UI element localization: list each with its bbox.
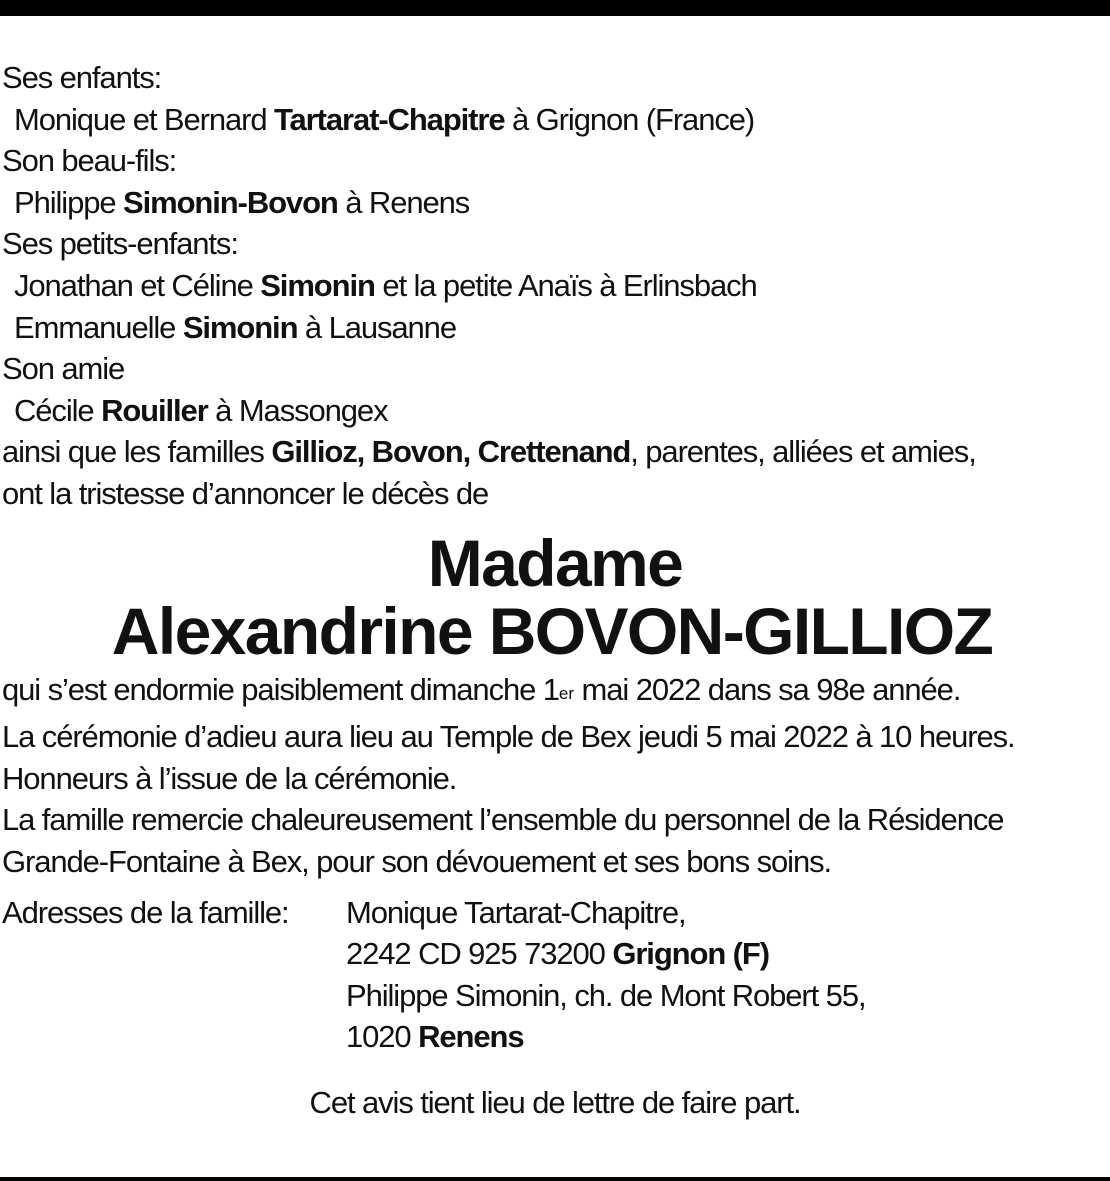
date-ordinal: er xyxy=(558,683,575,703)
grandchild-2-place: à Lausanne xyxy=(297,309,456,345)
announce-line: ont la tristesse d’annoncer le décès de xyxy=(2,475,489,511)
death-text: qui s’est endormie paisiblement dimanche 1 xyxy=(2,671,559,707)
children-heading: Ses enfants: xyxy=(2,60,162,95)
grandchild-line-1 xyxy=(2,265,1108,307)
children-given-names: Monique et Bernard xyxy=(14,101,274,137)
honours-line: Honneurs à l’issue de la cérémonie. xyxy=(2,760,457,796)
grandchild-1-given-names: Jonathan et Céline xyxy=(14,267,261,303)
soninlaw-given-name: Philippe xyxy=(14,184,124,220)
families-line xyxy=(2,431,1108,473)
top-rule xyxy=(0,0,1110,16)
grandchildren-heading: Ses petits-enfants: xyxy=(2,226,238,262)
children-place: à Grignon (France) xyxy=(504,101,755,137)
grandchild-1-surname: Simonin xyxy=(260,267,375,303)
families-intro: ainsi que les familles xyxy=(2,434,272,470)
address-line-2 xyxy=(346,933,865,975)
friend-surname: Rouiller xyxy=(101,392,208,428)
ceremony-line: La cérémonie d’adieu aura lieu au Temple de Bex jeudi 5 mai 2022 à 10 heures. xyxy=(2,719,1015,755)
soninlaw-surname: Simonin-Bovon xyxy=(123,184,338,220)
address-line-2-town: Grignon (F) xyxy=(612,936,769,972)
addresses-label: Adresses de la famille: xyxy=(2,894,289,930)
family-addresses xyxy=(2,892,1108,1058)
thanks-line-2: Grande-Fontaine à Bex, pour son dévouement et ses bons soins. xyxy=(2,843,831,879)
families-names: Gillioz, Bovon, Crettenand xyxy=(271,434,631,470)
grandchild-2-given-name: Emmanuelle xyxy=(14,309,183,345)
obituary-notice xyxy=(2,57,1108,1123)
address-line-4-postcode: 1020 xyxy=(346,1019,419,1055)
address-line-1: Monique Tartarat-Chapitre, xyxy=(346,894,686,930)
soninlaw-heading: Son beau-fils: xyxy=(2,143,177,179)
address-line-4-town: Renens xyxy=(418,1019,524,1055)
address-line-3: Philippe Simonin, ch. de Mont Robert 55, xyxy=(346,977,866,1013)
families-outro: , parentes, alliées et amies, xyxy=(630,434,976,470)
friend-given-name: Cécile xyxy=(14,392,102,428)
children-line xyxy=(2,99,1108,141)
grandchild-2-surname: Simonin xyxy=(182,309,298,345)
death-line xyxy=(2,669,1108,711)
grandchild-line-2 xyxy=(2,307,1108,349)
addresses-list xyxy=(346,892,865,1058)
address-line-2-postcode: 2242 CD 925 73200 xyxy=(346,936,613,972)
address-line-4 xyxy=(346,1016,865,1058)
friend-place: à Massongex xyxy=(207,392,388,428)
soninlaw-place: à Renens xyxy=(337,184,470,220)
children-surname: Tartarat-Chapitre xyxy=(274,101,505,137)
soninlaw-line xyxy=(2,182,1108,224)
closing-note: Cet avis tient lieu de lettre de faire part. xyxy=(309,1084,801,1120)
death-date-age: mai 2022 dans sa 98e année. xyxy=(574,671,961,707)
deceased-name: Alexandrine BOVON-GILLIOZ xyxy=(111,593,993,668)
grandchild-1-place: et la petite Anaïs à Erlinsbach xyxy=(374,267,757,303)
friend-heading: Son amie xyxy=(2,351,125,387)
friend-line xyxy=(2,390,1108,432)
deceased-title: Madame xyxy=(427,525,683,600)
bottom-rule xyxy=(0,1177,1110,1181)
thanks-line-1: La famille remercie chaleureusement l’ensemble du personnel de la Résidence xyxy=(2,802,1004,838)
